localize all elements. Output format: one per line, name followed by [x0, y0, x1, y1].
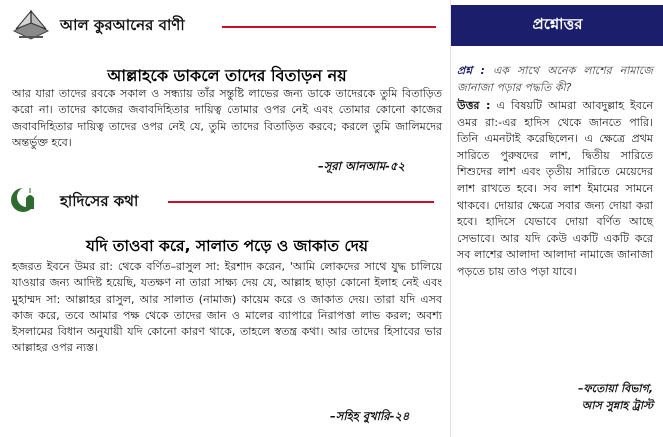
qa-panel	[450, 0, 663, 437]
hadith-section-rule	[168, 201, 434, 203]
hadith-headline: যদি তাওবা করে, সালাত পড়ে ও জাকাত দেয়	[86, 237, 368, 255]
quran-section-rule	[222, 26, 436, 28]
quran-citation: –সূরা আনআম-৫২	[318, 159, 405, 173]
qa-question-label: প্রশ্ন :	[457, 64, 485, 77]
quran-headline: আল্লাহকে ডাকলে তাদের বিতাড়ন নয়	[107, 66, 347, 85]
qa-signature-line1: –ফতোয়া বিভাগ,	[578, 382, 653, 395]
quran-section	[0, 0, 446, 180]
qa-answer: এ বিষয়টি আমরা আবদুল্লাহ ইবনে ওমর রা:-এর হাদিস থেকে জানতে পারি। তিনি এমনটাই করেছিলেন। এ ক্ষেত্রে প্রথম সারিতে পুরুষদের লাশ, দ্বিতীয় সারিতে শিশুদের লাশ এবং তৃতীয় সারিতে মেয়েদের লাশ রাখতে হবে। সব লাশ ইমামের সামনে থাকবে। দোয়ার ক্ষেত্রে সবার জন্য দোয়া করা হবে। হাদিসে যেভাবে দোয়া বর্ণিত আছে সেভাবে। আর যদি কেউ একটি একটি করে সব লাশের আলাদা আলাদা নামাজে জানাজা পড়তে চায় তাও পড়া যাবে।	[457, 99, 653, 278]
hadith-citation: –সহিহ বুখারি-২৪	[330, 409, 410, 423]
hadith-section	[0, 180, 446, 437]
qa-answer-block	[457, 98, 653, 281]
qa-answer-label: উত্তর :	[457, 99, 491, 112]
qa-signature-line2: আস সুন্নাহ ট্রাস্ট	[581, 399, 653, 412]
quran-book-stand-icon	[10, 7, 52, 41]
qa-section-title: প্রশ্নোত্তর	[451, 5, 663, 46]
crescent-mosque-icon	[10, 186, 38, 214]
qa-question: এক সাথে অনেক লাশের নামাজে জানাজা পড়ার পদ্ধতি কী?	[457, 64, 653, 94]
quran-section-title: আল কুরআনের বাণী	[60, 16, 185, 34]
qa-question-block	[457, 63, 653, 96]
hadith-section-title: হাদিসের কথা	[60, 192, 139, 210]
hadith-body: হজরত ইবনে উমর রা: থেকে বর্ণিত–রাসুল সা: ইরশাদ করেন, 'আমি লোকদের সাথে যুদ্ধ চালিয়ে যাওয়ার জন্য আদিষ্ট হয়েছি, যতক্ষণ না তারা সাক্ষ্য দেয় যে, আল্লাহ ছাড়া কোনো ইলাহ নেই এবং মুহাম্মদ সা: আল্লাহর রাসুল, আর সালাত (নামাজ) কায়েম করে ও জাকাত দেয়। তারা যদি এসব কাজ করে, তবে আমার পক্ষ থেকে তাদের জান ও মালের ব্যাপারে নিরাপত্তা লাভ করল; অবশ্য ইসলামের বিধান অনুযায়ী যদি কোনো কারণ থাকে, তাহলে স্বতন্ত্র কথা। আর তাদের হিসাবের ভার আল্লাহর ওপর ন্যস্ত।	[12, 260, 442, 355]
qa-signature	[457, 380, 653, 414]
quran-body: আর যারা তাদের রবকে সকাল ও সন্ধ্যায় তাঁর সন্তুষ্টি লাভের জন্য ডাকে তাদেরকে তুমি বিতাড়িত করো না। তাদের কাজের জবাবদিহিতার দায়িত্ব তোমার ওপর নেই এবং তোমার কোনো কাজের জবাবদিহিতার দায়িত্ব তাদের ওপর নেই যে, তুমি তাদের বিতাড়িত করবে; করলে তুমি জালিমদের অন্তর্ভুক্ত হবে।	[12, 87, 442, 149]
